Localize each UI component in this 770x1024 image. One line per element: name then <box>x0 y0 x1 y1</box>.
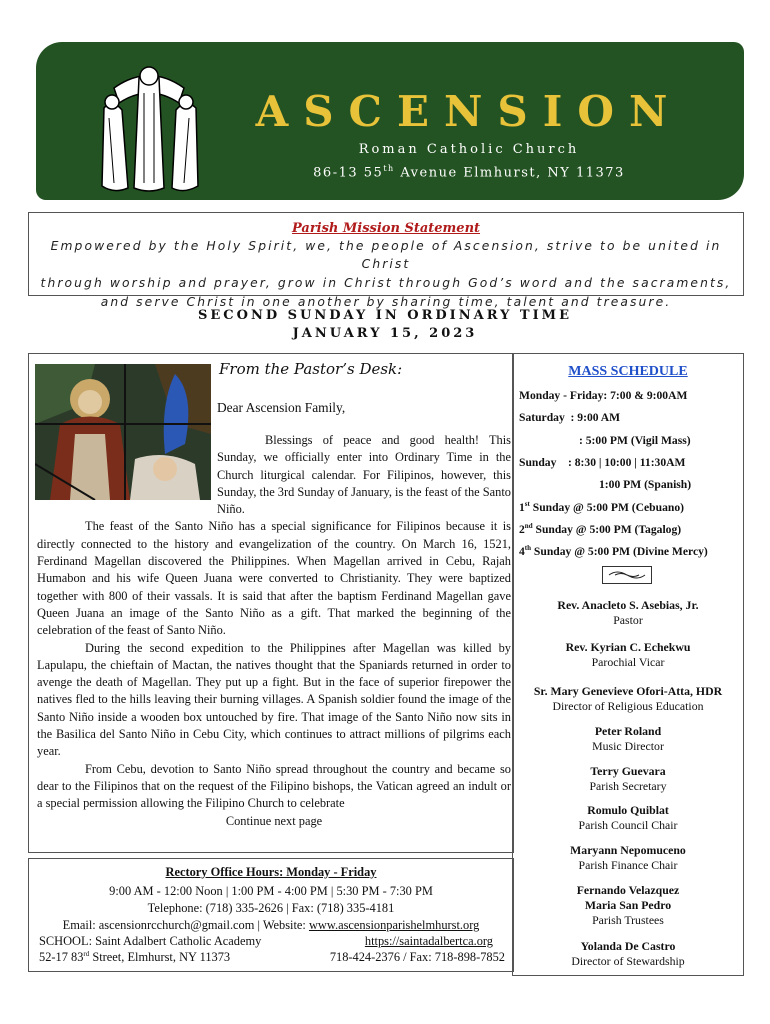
school-address: 52-17 83rd Street, Elmhurst, NY 11373 <box>39 950 231 965</box>
school-name: SCHOOL: Saint Adalbert Catholic Academy <box>39 934 262 948</box>
sunday-mass: Sunday : 8:30 | 10:00 | 11:30AM <box>519 456 686 469</box>
tagalog-mass: 2nd Sunday @ 5:00 PM (Tagalog) <box>519 522 682 536</box>
ascension-logo <box>84 48 214 198</box>
mission-heading: Parish Mission Statement <box>291 221 481 236</box>
continue-note: Continue next page <box>225 813 323 828</box>
cebuano-mass: 1st Sunday @ 5:00 PM (Cebuano) <box>519 500 684 514</box>
email-website: Email: ascensionrcchurch@gmail.com | Website: www.ascensionparishelmhurst.org <box>62 918 480 932</box>
phone-fax: Telephone: (718) 335-2626 | Fax: (718) 335-4181 <box>147 901 395 915</box>
staff-entry: Sr. Mary Genevieve Ofori-Atta, HDR Director of Religious Education <box>533 684 723 713</box>
calendar-date: JANUARY 15, 2023 <box>292 326 478 341</box>
website-link[interactable]: www.ascensionparishelmhurst.org <box>308 918 480 932</box>
rectory-info-box <box>28 858 514 972</box>
image-wrap-spacer <box>37 432 217 508</box>
school-website-link[interactable]: https://saintadalbertca.org <box>364 934 493 948</box>
mass-schedule-heading: MASS SCHEDULE <box>568 364 688 379</box>
school-address-row <box>39 950 505 965</box>
staff-entry: Maryann Nepomuceno Parish Finance Chair <box>570 843 686 872</box>
greeting: Dear Ascension Family, <box>217 400 346 415</box>
vigil-mass: : 5:00 PM (Vigil Mass) <box>579 434 691 447</box>
ornament-divider-icon <box>602 566 652 584</box>
weekday-mass: Monday - Friday: 7:00 & 9:00AM <box>519 389 688 402</box>
mission-statement-box <box>28 212 744 309</box>
school-phone: 718-424-2376 / Fax: 718-898-7852 <box>329 950 505 964</box>
mission-line: Empowered by the Holy Spirit, we, the people of Ascension, strive to be united in Christ <box>50 239 722 271</box>
staff-entry: Rev. Anacleto S. Asebias, Jr. Pastor <box>557 598 699 627</box>
pastor-desk-box <box>28 353 514 853</box>
letter-paragraph: The feast of the Santo Niño has a special significance for Filipinos because it is directly connected to the history and evangelization of the country. On March 16, 1521, Ferdinand Magellan discovered the Philippines. When Magellan arrived in Cebu, Rajah Humabon and his wife Queen Juana were converted to Christianity. They were baptized together with 800 of their vassals. It is said that after the baptism Ferdinand Magellan gave Queen Juana an image of the Santo Niño as a gift. That marked the beginning of the celebration of the feast of Santo Niño. <box>37 519 511 638</box>
staff-entry: Terry Guevara Parish Secretary <box>589 764 667 793</box>
mass-schedule-box <box>512 353 744 976</box>
pastor-desk-title: From the Pastor’s Desk: <box>219 360 403 378</box>
church-address: 86-13 55th Avenue Elmhurst, NY 11373 <box>313 164 625 181</box>
header-banner <box>36 42 744 200</box>
staff-entry: Peter Roland Music Director <box>592 724 664 753</box>
pastor-letter-body <box>37 432 511 830</box>
rectory-heading: Rectory Office Hours: Monday - Friday <box>165 865 377 879</box>
staff-entry: Fernando Velazquez Maria San Pedro Parish Trustees <box>576 883 680 927</box>
staff-entry: Rev. Kyrian C. Echekwu Parochial Vicar <box>565 640 691 669</box>
letter-paragraph: From Cebu, devotion to Santo Niño spread throughout the country and became so dear to the Filipinos that on the request of the Filipino bishops, the Vatican agreed an indult or a special permission allowing the Filipino Church to celebrate <box>37 761 511 811</box>
letter-paragraph: Blessings of peace and good health! This Sunday, we officially enter into Ordinary Time in the Church liturgical calendar. For Filipinos, however, this Sunday, the 3rd Sunday of January, is the feast of the Santo Niño. <box>217 433 511 517</box>
church-subtitle: Roman Catholic Church <box>358 142 580 157</box>
liturgical-date <box>0 307 770 343</box>
letter-paragraph: During the second expedition to the Philippines after Magellan was killed by Lapulapu, the chieftain of Mactan, the natives thought that the Spaniards returned in order to avenge the death of Magellan. They put up a fight. But in the face of superior firepower the natives fled to the hills leaving their burning villages. A Spanish soldier found the image of the Santo Niño inside a wooden box untouched by fire. That image of the Santo Niño now sits in the Basilica del Santo Niño in Cebu City, which continues to attract millions of pilgrims each year. <box>37 640 511 759</box>
office-hours: 9:00 AM - 12:00 Noon | 1:00 PM - 4:00 PM | 5:30 PM - 7:30 PM <box>109 884 433 898</box>
mission-line: through worship and prayer, grow in Christ through God’s word and the sacraments, <box>40 276 732 290</box>
staff-entry: Yolanda De Castro Director of Stewardship <box>571 939 685 968</box>
liturgical-day: SECOND SUNDAY IN ORDINARY TIME <box>198 308 572 323</box>
mission-line: and serve Christ in one another by sharing time, talent and treasure. <box>100 295 672 309</box>
divine-mercy-mass: 4th Sunday @ 5:00 PM (Divine Mercy) <box>519 544 708 558</box>
church-title: ASCENSION <box>255 87 683 136</box>
saturday-mass: Saturday : 9:00 AM <box>519 411 621 424</box>
spanish-mass: 1:00 PM (Spanish) <box>599 478 692 491</box>
staff-entry: Romulo Quiblat Parish Council Chair <box>578 803 678 832</box>
school-row <box>39 934 505 949</box>
